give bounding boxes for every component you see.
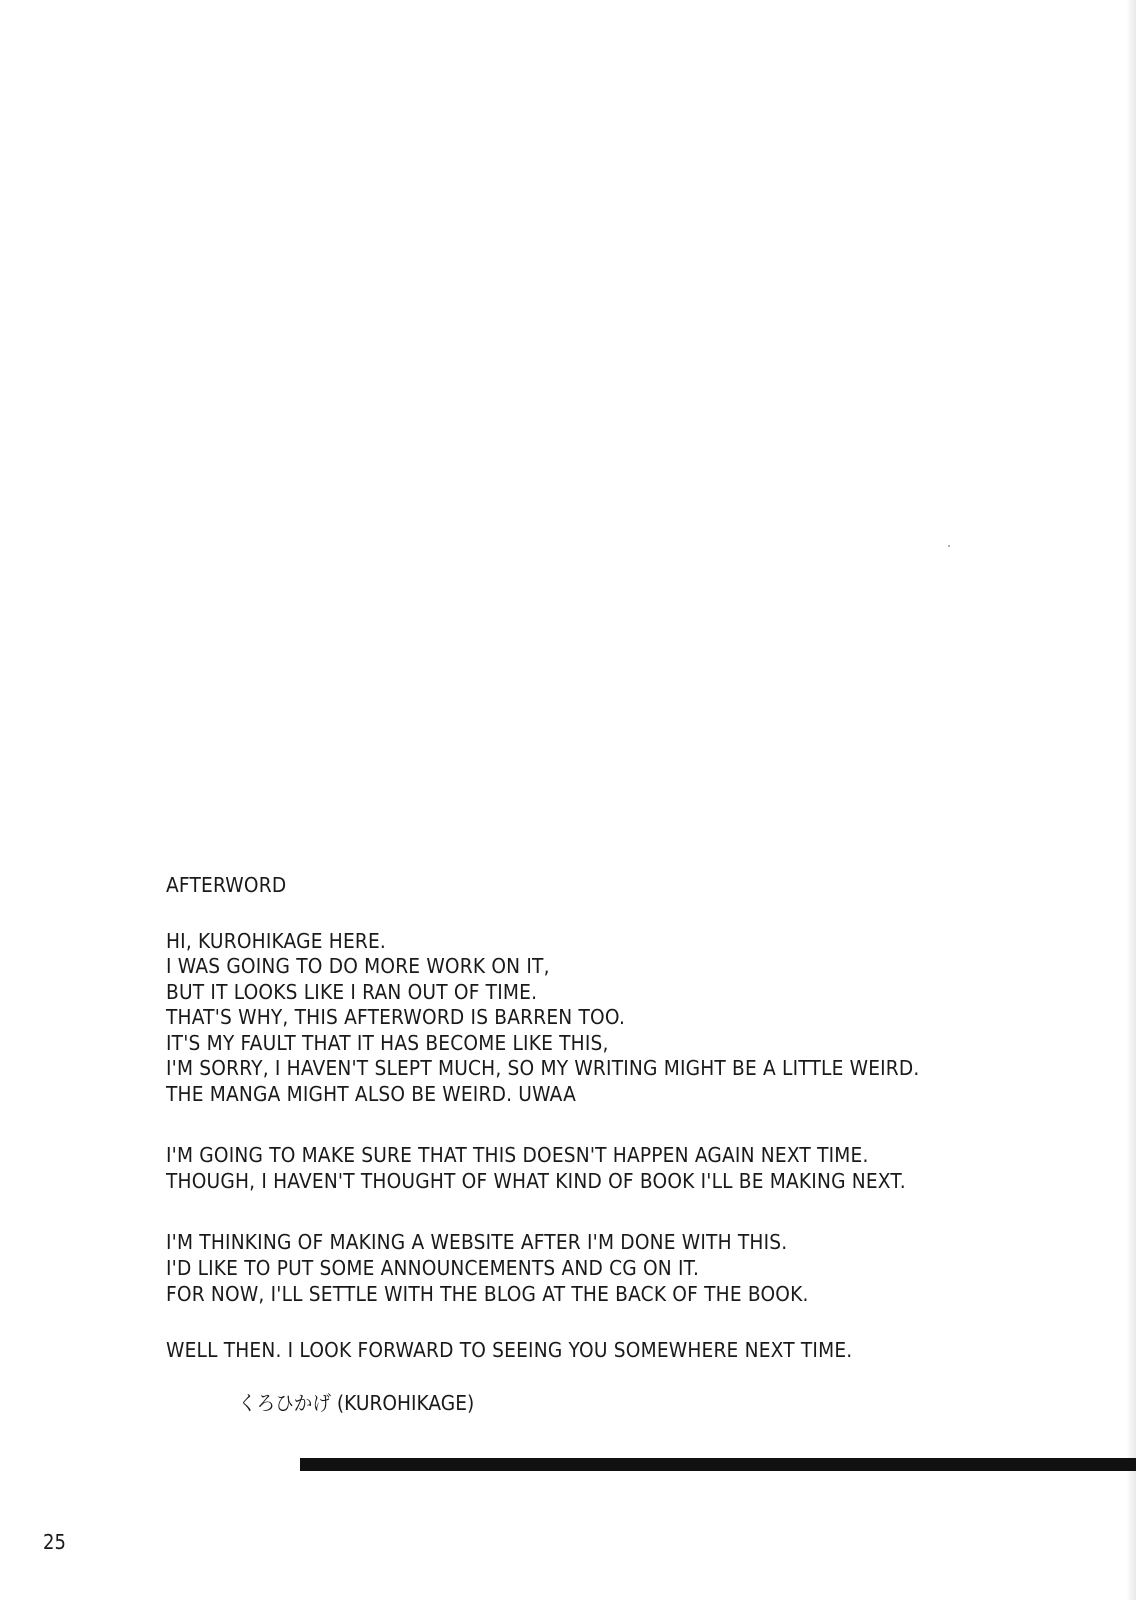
paragraph-3-line: I'D LIKE TO PUT SOME ANNOUNCEMENTS AND CG ON IT. [166,1256,700,1280]
paragraph-1-line: IT'S MY FAULT THAT IT HAS BECOME LIKE THIS, [166,1031,609,1055]
paragraph-1-line: THE MANGA MIGHT ALSO BE WEIRD. UWAA [166,1082,576,1106]
paragraph-2-line: THOUGH, I HAVEN'T THOUGHT OF WHAT KIND OF BOOK I'LL BE MAKING NEXT. [166,1169,906,1193]
paragraph-1-line: HI, KUROHIKAGE HERE. [166,929,387,953]
page-edge-shadow [1126,0,1136,1600]
author-signature: くろひかげ (KUROHIKAGE) [238,1391,475,1415]
scan-speck [948,545,950,547]
paragraph-3-line: I'M THINKING OF MAKING A WEBSITE AFTER I'M DONE WITH THIS. [166,1230,788,1254]
paragraph-3-line: FOR NOW, I'LL SETTLE WITH THE BLOG AT THE BACK OF THE BOOK. [166,1282,809,1306]
horizontal-rule [300,1458,1136,1471]
paragraph-2-line: I'M GOING TO MAKE SURE THAT THIS DOESN'T HAPPEN AGAIN NEXT TIME. [166,1143,869,1167]
paragraph-1-line: BUT IT LOOKS LIKE I RAN OUT OF TIME. [166,980,538,1004]
paragraph-1-line: I WAS GOING TO DO MORE WORK ON IT, [166,954,550,978]
afterword-heading: AFTERWORD [166,873,287,897]
closing-line: WELL THEN. I LOOK FORWARD TO SEEING YOU SOMEWHERE NEXT TIME. [166,1338,853,1362]
paragraph-1-line: I'M SORRY, I HAVEN'T SLEPT MUCH, SO MY WRITING MIGHT BE A LITTLE WEIRD. [166,1056,920,1080]
page-number: 25 [43,1530,66,1554]
paragraph-1-line: THAT'S WHY, THIS AFTERWORD IS BARREN TOO. [166,1005,626,1029]
